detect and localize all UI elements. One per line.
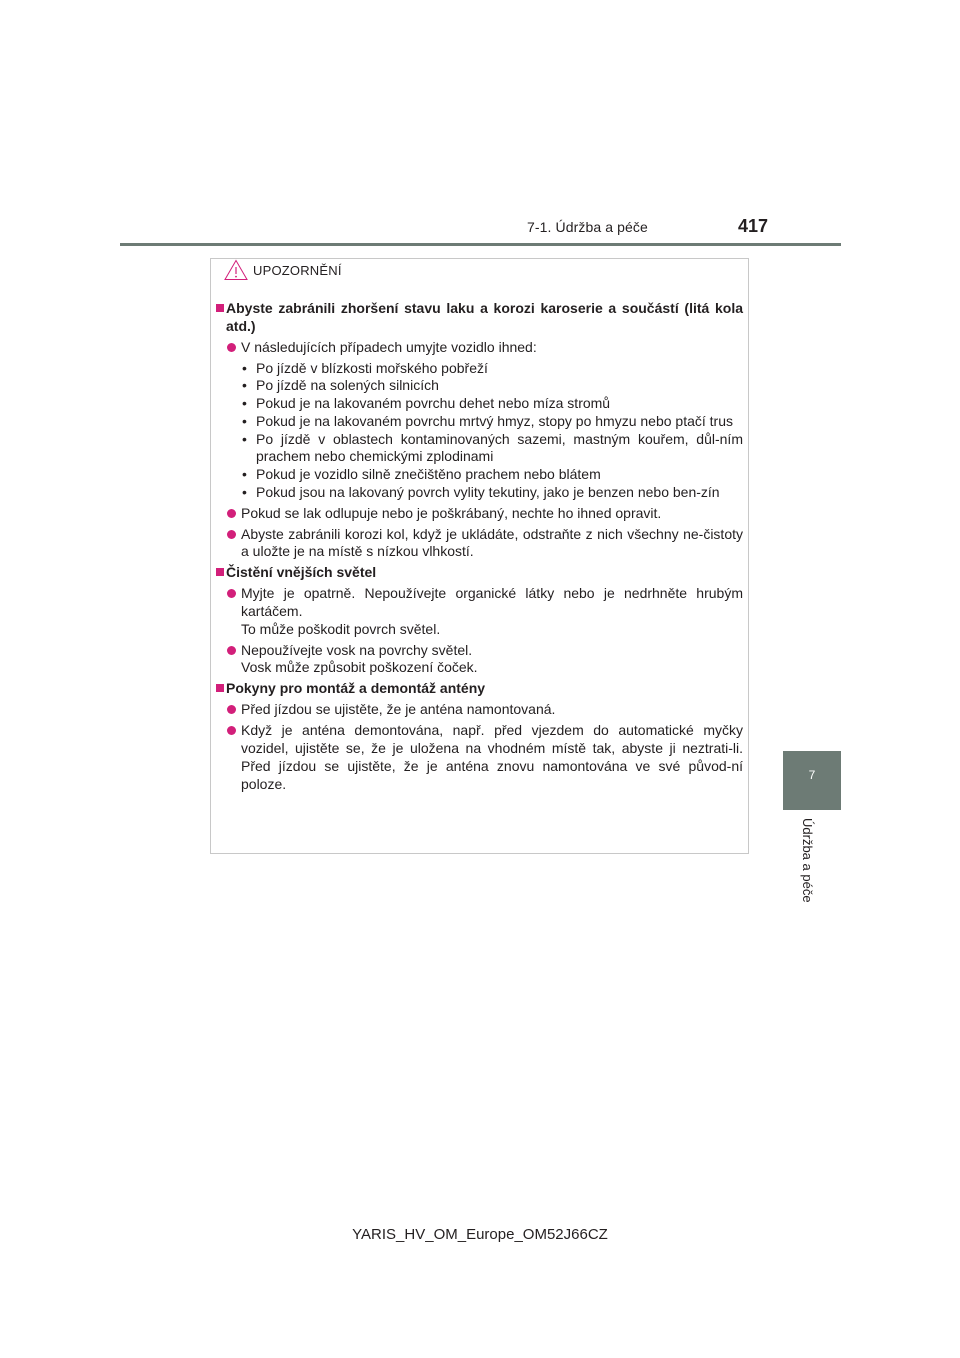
paragraph-note: Vosk může způsobit poškození čoček.: [241, 659, 478, 676]
warning-title-text: UPOZORNĚNÍ: [253, 262, 342, 278]
paragraph-text: Myjte je opatrně. Nepoužívejte organické látky nebo je nedrhněte hrubým kartáčem.: [241, 585, 743, 620]
paragraph: [216, 642, 743, 677]
bullet-item: • Pokud je na lakovaném povrchu dehet nebo míza stromů: [242, 395, 743, 413]
warning-content: [216, 300, 743, 797]
chapter-tab: [783, 751, 841, 810]
header-rule: [120, 243, 841, 246]
paragraph: V následujících případech umyjte vozidlo ihned:: [216, 339, 743, 357]
paragraph: [216, 585, 743, 638]
paragraph-text: Nepoužívejte vosk na povrchy světel.: [241, 641, 473, 658]
paragraph: Pokud se lak odlupuje nebo je poškrábaný, nechte ho ihned opravit.: [216, 505, 743, 523]
warning-triangle-icon: [224, 259, 248, 281]
paragraph-note: To může poškodit povrch světel.: [241, 620, 441, 637]
section-heading: Abyste zabránili zhoršení stavu laku a korozi karoserie a součástí (litá kola atd.): [216, 300, 743, 335]
warning-title: [224, 255, 342, 285]
document-footer-code: YARIS_HV_OM_Europe_OM52J66CZ: [352, 1226, 608, 1243]
paragraph: Když je anténa demontována, např. před vjezdem do automatické myčky vozidel, ujistěte se, že je uložena na vhodném místě tak, abyste ji neztrati-li. Před jízdou se ujistěte, že je anténa znovu namontována ve své původ-ní poloze.: [216, 722, 743, 793]
page-number: 417: [738, 216, 769, 236]
paragraph: Před jízdou se ujistěte, že je anténa namontovaná.: [216, 701, 743, 719]
section-heading: Pokyny pro montáž a demontáž antény: [216, 680, 743, 698]
bullet-item: • Pokud je na lakovaném povrchu mrtvý hmyz, stopy po hmyzu nebo ptačí trus: [242, 413, 743, 431]
bullet-item: • Po jízdě na solených silnicích: [242, 377, 743, 395]
bullet-item: • Po jízdě v oblastech kontaminovaných sazemi, mastným kouřem, důl-ním prachem nebo chemickými zplodinami: [242, 431, 743, 466]
bullet-item: • Pokud jsou na lakovaný povrch vylity tekutiny, jako je benzen nebo ben-zín: [242, 484, 743, 502]
chapter-side-label: Údržba a péče: [800, 818, 815, 903]
bullet-item: • Pokud je vozidlo silně znečištěno prachem nebo blátem: [242, 466, 743, 484]
bullet-list: [216, 360, 743, 502]
bullet-item: • Po jízdě v blízkosti mořského pobřeží: [242, 360, 743, 378]
section-heading: Čistění vnějších světel: [216, 564, 743, 582]
chapter-tab-number: 7: [808, 768, 816, 782]
header-section-title: 7-1. Údržba a péče: [527, 219, 648, 235]
paragraph: Abyste zabránili korozi kol, když je ukládáte, odstraňte z nich všechny ne-čistoty a uložte je na místě s nízkou vlhkostí.: [216, 526, 743, 561]
